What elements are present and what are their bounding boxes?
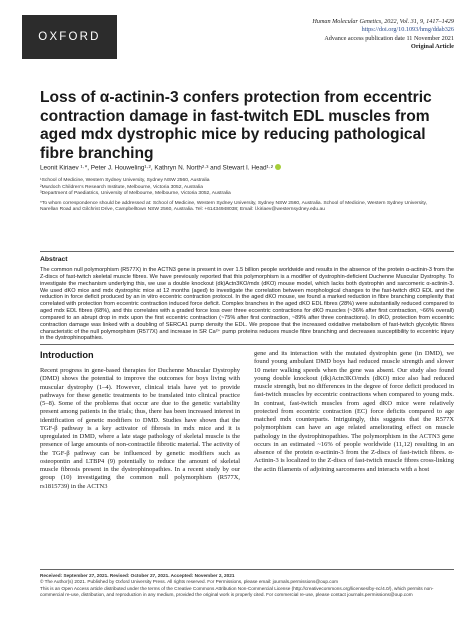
orcid-icon[interactable] (275, 164, 281, 170)
authors: Leonit Kiriaev ¹·*, Peter J. Houweling¹·², Kathryn N. North²·³ and Stewart I. Head¹·² (40, 164, 273, 172)
introduction-column-1: Recent progress in gene-based therapies for Duchenne Muscular Dystrophy (DMD) shows the potential to improve the outcomes for boys living with muscular dystrophy (1–4). However, clinical trials have yet to provide pathways for these genetic treatments to be translated into clinical practice (5–8). Some of the problems that occur are due to the genetic variability present among patients in the trials; thus, there has been increased interest in identification of genetic modifiers to DMD. Studies have shown that the TGF-β pathway is a key activator of fibrosis in mdx mice and it is upregulated in DMD, where a late stage pathology of skeletal muscle is the presence of large amounts of non-contractile fibrotic material. The activity of the TGF-β pathway can be influenced by genetic modifiers such as osteopontin and LTBP4 (9) potentially to reduce the amount of skeletal muscle fibrosis present in the dystrophinopathies. In a recent study by our group (10) investigating the common null polymorphism (R577X, rs1815739) in the ACTN3 (40, 367, 240, 490)
license-notice: This is an Open Access article distributed under the terms of the Creative Commons Attribution Non-Commercial License (http://creativecommons.org/licenses/by-nc/4.0/), which permits non-commercial re-use, distribution, and reproduction in any medium, provided the original work is properly cited. For commercial re-use, please contact journals.permissions@oup.com (40, 585, 434, 597)
affiliation-1: ¹School of Medicine, Western Sydney University, Sydney NSW 2560, Australia (40, 178, 210, 183)
oxford-logo (22, 15, 117, 59)
article-title: Loss of α-actinin-3 confers protection from eccentric contraction damage in fast-twitch EDL muscles from aged mdx dystrophic mice by reducing pathological fibre branching (40, 89, 432, 162)
introduction-heading: Introduction (40, 350, 94, 360)
affiliation-3: ³Department of Paediatrics, University of Melbourne, Melbourne, Victoria 3052, Australia (40, 191, 231, 197)
journal-meta (204, 18, 454, 51)
divider-footer (40, 569, 454, 570)
oxford-logo-text: OXFORD (38, 31, 101, 43)
divider-top (40, 251, 454, 252)
footer (40, 573, 454, 598)
received-dates: Received: September 27, 2021. Revised: October 27, 2021. Accepted: November 2, 2021 (40, 573, 235, 578)
affiliations (40, 178, 445, 214)
copyright-notice: © The Author(s) 2021. Published by Oxford University Press. All rights reserved. For Permissions, please email: journals.permissions@oup.com (40, 579, 339, 585)
abstract-heading: Abstract (40, 256, 68, 263)
affiliation-2: ²Murdoch Children’s Research Institute, Melbourne, Victoria 3052, Australia (40, 184, 203, 190)
journal-citation: Human Molecular Genetics, 2022, Vol. 31, 9, 1417–1429 (312, 18, 454, 25)
divider-abstract (40, 344, 454, 345)
advance-access-date: Advance access publication date 11 November 2021 (324, 34, 454, 42)
abstract-text: The common null polymorphism (R577X) in the ACTN3 gene is present in over 1.5 billion people worldwide and results in the absence of the protein α-actinin-3 from the Z-discs of fast-twitch skeletal muscle fibres. We have previously reported that this polymorphism is a modifier of dystrophin-deficient Duchenne Muscular Dystrophy. To investigate the mechanism underlying this, we use a double knockout (dk)Actn3KO/mdx (dKO) mouse model, which lacks both dystrophin and sarcomeric α-actinin-3. We used dKO mice and mdx dystrophic mice at 12 months (aged) to investigate the correlation between morphological changes to the fast-twitch dKO EDL and the reduction in force deficit produced by an in vitro eccentric contraction protocol. In the aged dKO mouse, we found a marked reduction in fibre branching complexity that correlated with protection from eccentric contraction induced force deficit. Complex branches in the aged dKO EDL fibres (28%) were substantially reduced compared to aged mdx EDL fibres (68%), and this correlates with a graded force loss over three eccentric contractions for dKO muscles (~36% after first contraction, ~66% overall) compared to an abrupt drop in mdx upon the first eccentric contraction (~75% after first contraction, ~89% after three contractions). In dKO, protection from eccentric contraction damage was linked with a doubling of SERCA1 pump density the EDL. We propose that the increased oxidative metabolism of fast-twitch glycolytic fibres characteristic of the null polymorphism (R577X) and increase in SR Ca²⁺ pump proteins reduces muscle fibre branching and decreases susceptibility to eccentric injury in the dystrophinopathies. (40, 267, 454, 342)
introduction-column-2: gene and its interaction with the mutated dystrophin gene (in DMD), we found young ambulant DMD boys had reduced muscle strength and slower 10 meter walking speeds when the gene was absent. Our study also found young double knockout (dk)Actn3KO/mdx (dKO) mice also had reduced muscle strength, but no differences in the degree of force deficit produced in fast-twitch muscles by eccentric contractions when compared to young mdx. In contrast, fast-twitch muscles from aged dKO mice were relatively protected from eccentric contraction (EC) force deficits compared to age matched mdx counterparts. Intriguingly, this suggests that the R577X polymorphism can have an age related ameliorating effect on muscle pathology in the dystrophinopathies. The polymorphism in the ACTN3 gene occurs in an estimated ~16% of people worldwide (11,12) resulting in an absence of the protein α-actinin-3 from the Z-discs of fast-twitch fibres. α-Actinin-3 is localized to the Z-discs of fast-twitch muscle fibres cross-linking the actin filaments of adjoining sarcomeres and interacts with a host (254, 350, 454, 473)
article-type: Original Article (410, 42, 454, 50)
correspondence: *To whom correspondence should be addressed at: School of Medicine, Western Sydney University, Sydney NSW 2560, Australia. School of Medicine, Western Sydney University, Narellan Road and Gilchrist Drive, Campbelltown NSW 2560, Australia. Tel: +61434948038; Email: l.kiriaev@westernsydney.edu.au (40, 200, 428, 213)
authors-line (40, 164, 440, 173)
doi-link[interactable]: https://doi.org/10.1093/hmg/ddab326 (361, 26, 454, 34)
